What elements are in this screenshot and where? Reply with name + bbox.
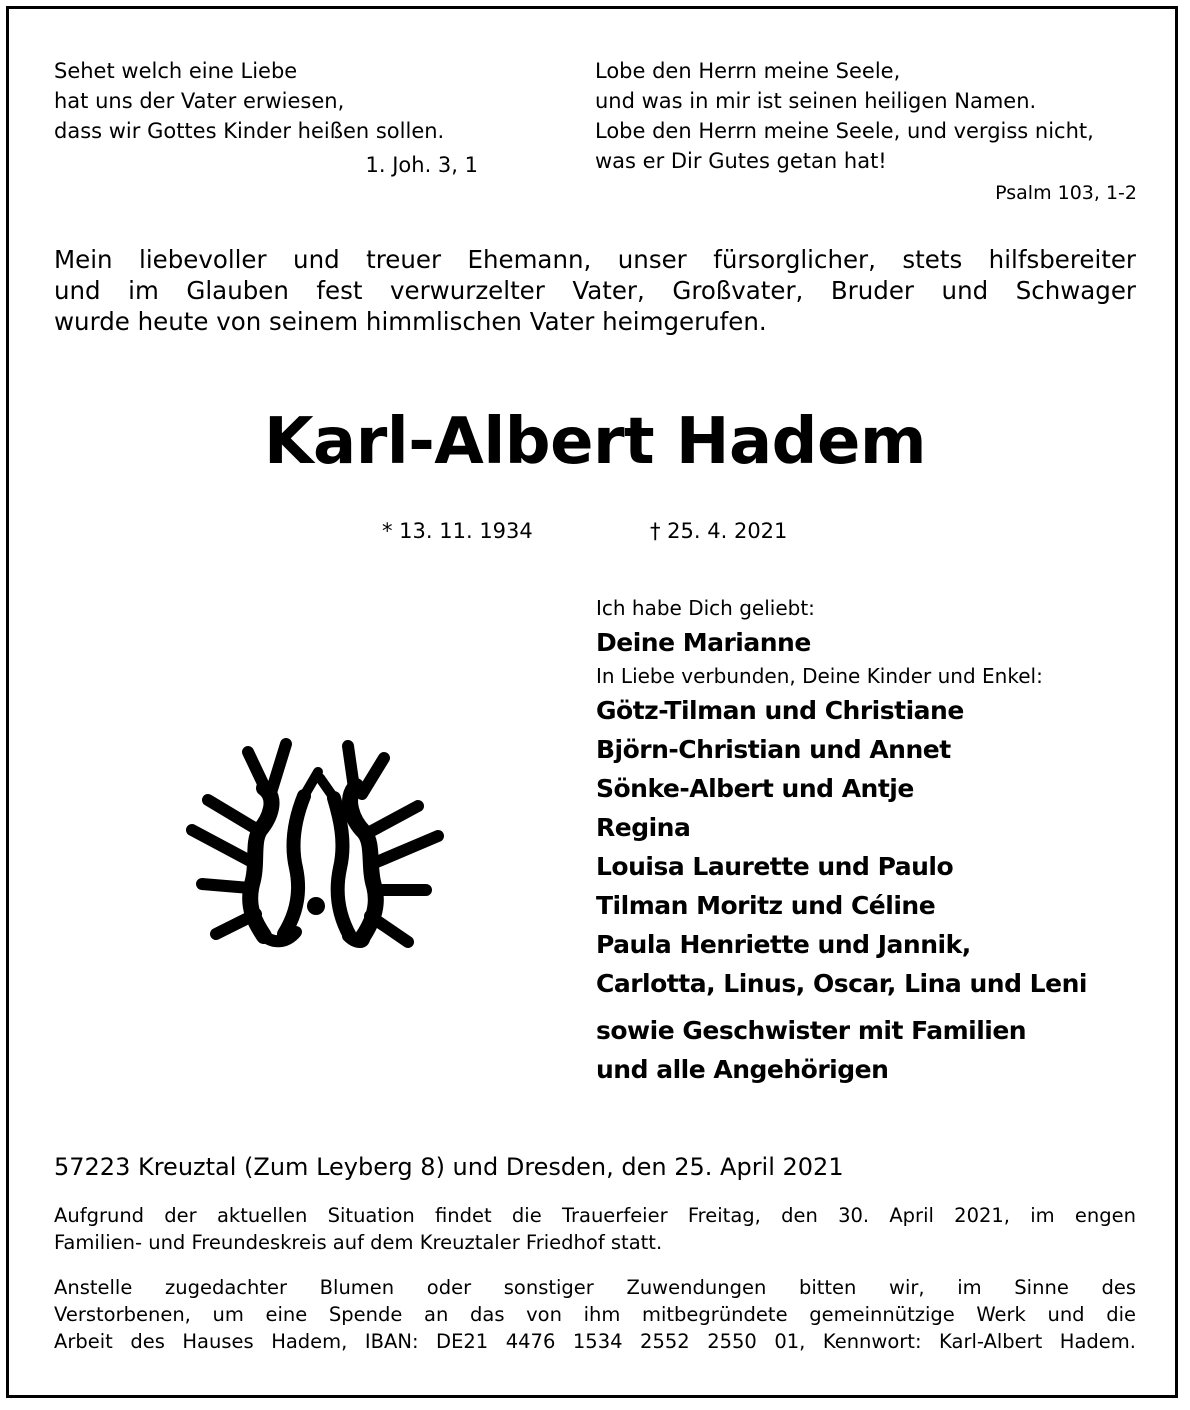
ceremony-line: Aufgrund der aktuellen Situation findet die Trauerfeier Freitag, den 30. April 2021, im engen xyxy=(54,1204,1136,1227)
donation-line: Arbeit des Hauses Hadem, IBAN: DE21 4476 1534 2552 2550 01, Kennwort: Karl-Albert Hadem. xyxy=(54,1330,1136,1353)
death-date: † 25. 4. 2021 xyxy=(650,519,788,543)
birth-date: * 13. 11. 1934 xyxy=(382,519,533,543)
family-intro: In Liebe verbunden, Deine Kinder und Enkel: xyxy=(596,664,1043,688)
announcement-line: wurde heute von seinem himmlischen Vater heimgerufen. xyxy=(54,307,767,336)
announcement-line: Mein liebevoller und treuer Ehemann, unser fürsorglicher, stets hilfsbereiter xyxy=(54,245,1136,274)
verse-line: hat uns der Vater erwiesen, xyxy=(54,89,345,113)
donation-line: Anstelle zugedachter Blumen oder sonstiger Zuwendungen bitten wir, im Sinne des xyxy=(54,1276,1136,1299)
family-member: Carlotta, Linus, Oscar, Lina und Leni xyxy=(596,969,1087,998)
verse-line: was er Dir Gutes getan hat! xyxy=(595,149,887,173)
verse-line: dass wir Gottes Kinder heißen sollen. xyxy=(54,119,445,143)
other-relatives: und alle Angehörigen xyxy=(596,1055,889,1084)
signatures xyxy=(596,594,1156,1089)
family-member: Götz-Tilman und Christiane xyxy=(596,696,964,725)
family-member: Tilman Moritz und Céline xyxy=(596,891,936,920)
announcement-line: und im Glauben fest verwurzelter Vater, Großvater, Bruder und Schwager xyxy=(54,276,1136,305)
death-announcement xyxy=(54,244,1136,337)
verse-line: Lobe den Herrn meine Seele, xyxy=(595,59,901,83)
bible-verse-right xyxy=(595,56,1137,208)
family-member: Paula Henriette und Jannik, xyxy=(596,930,971,959)
verse-line: und was in mir ist seinen heiligen Namen. xyxy=(595,89,1037,113)
family-member: Sönke-Albert und Antje xyxy=(596,774,914,803)
bible-verse-left xyxy=(54,56,484,180)
verse-line: Lobe den Herrn meine Seele, und vergiss nicht, xyxy=(595,119,1094,143)
family-member: Björn-Christian und Annet xyxy=(596,735,951,764)
verse-reference: 1. Joh. 3, 1 xyxy=(365,153,478,177)
ceremony-line: Familien- und Freundeskreis auf dem Kreuztaler Friedhof statt. xyxy=(54,1231,663,1254)
wife-intro: Ich habe Dich geliebt: xyxy=(596,596,815,620)
donation-notice xyxy=(54,1274,1136,1355)
verse-line: Sehet welch eine Liebe xyxy=(54,59,298,83)
donation-line: Verstorbenen, um eine Spende an das von ihm mitbegründete gemeinnützige Werk und die xyxy=(54,1303,1136,1326)
family-member: Regina xyxy=(596,813,691,842)
wife-name: Deine Marianne xyxy=(596,628,811,657)
deceased-name: Karl-Albert Hadem xyxy=(263,405,927,479)
verse-reference: Psalm 103, 1-2 xyxy=(995,182,1137,204)
family-member: Louisa Laurette und Paulo xyxy=(596,852,954,881)
antlers-emblem-icon xyxy=(186,738,448,956)
ceremony-notice xyxy=(54,1202,1136,1256)
other-relatives: sowie Geschwister mit Familien xyxy=(596,1016,1027,1045)
place-and-date: 57223 Kreuztal (Zum Leyberg 8) und Dresden, den 25. April 2021 xyxy=(54,1153,844,1181)
